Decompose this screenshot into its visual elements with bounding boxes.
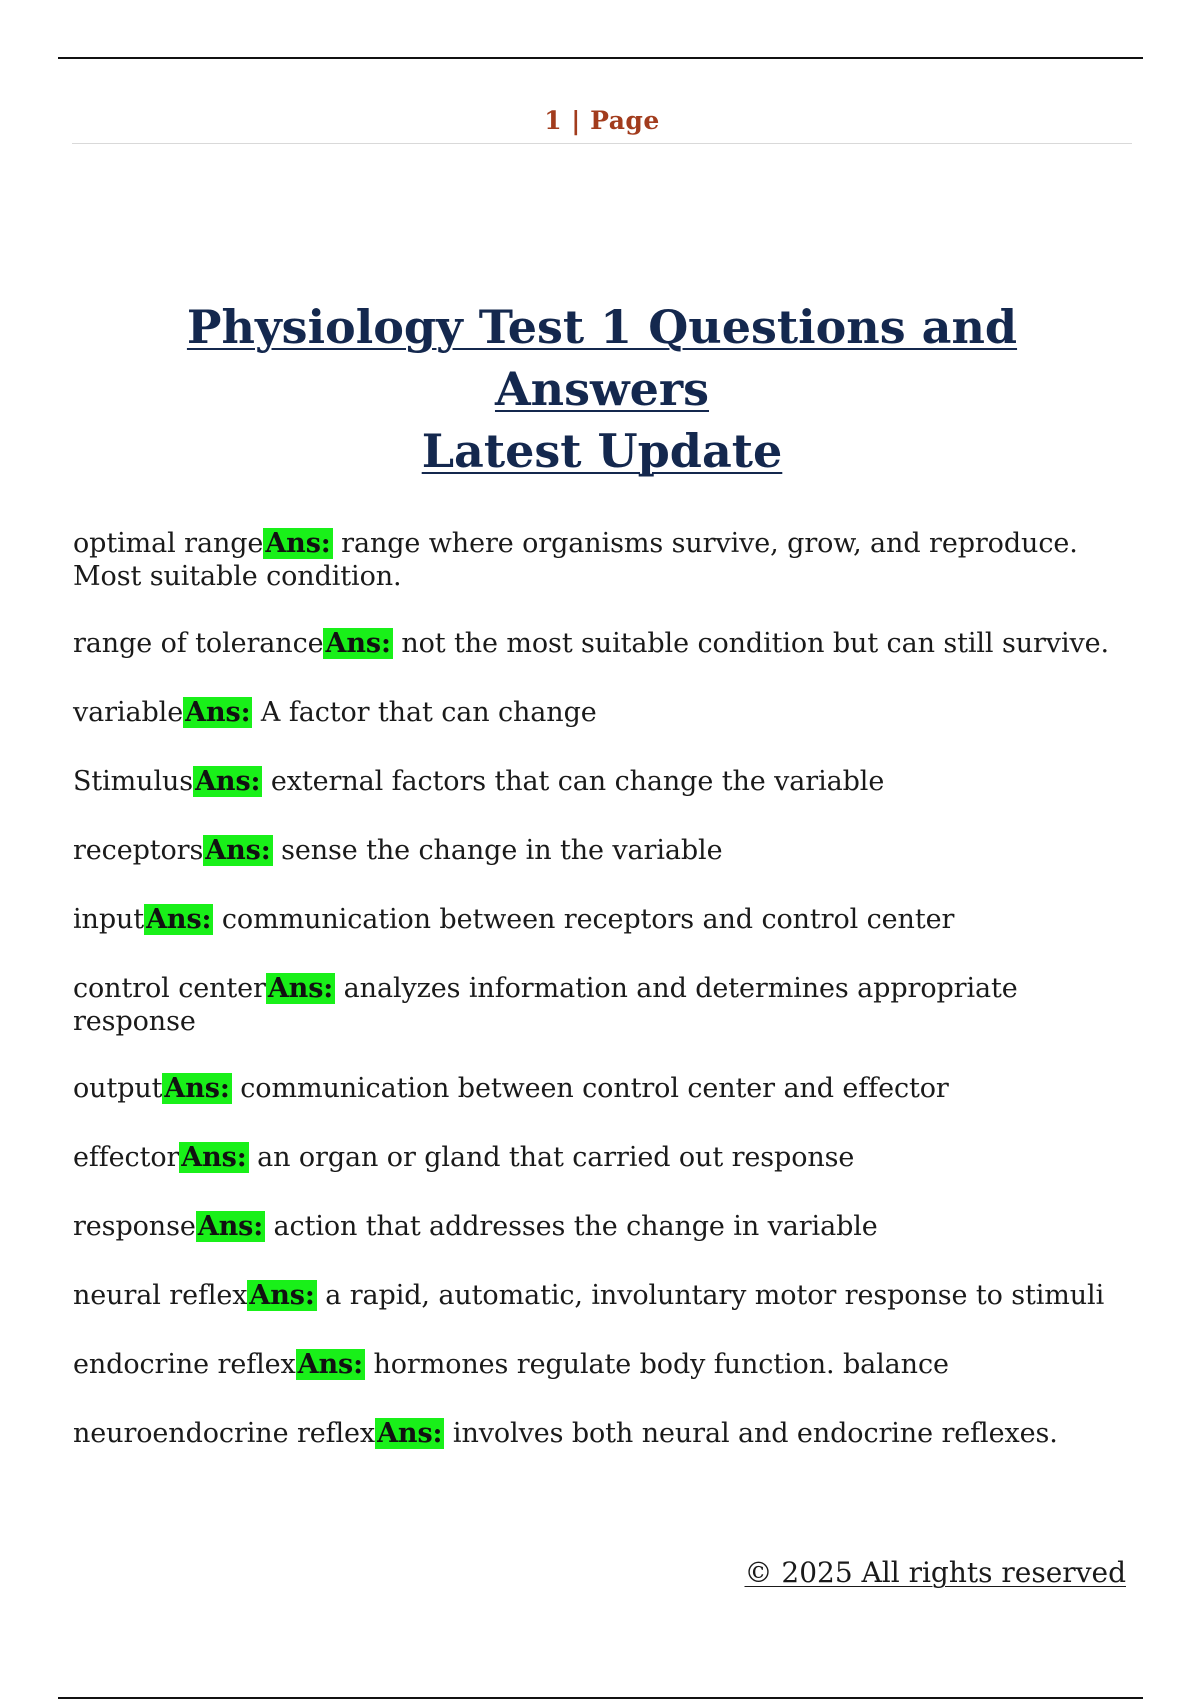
ans-label: Ans: <box>185 697 251 728</box>
header-divider <box>72 143 1132 144</box>
entry-answer: range where organisms survive, grow, and reproduce. Most suitable condition. <box>73 528 1078 592</box>
page-number-header: 1 | Page <box>544 106 660 135</box>
entry-term: Stimulus <box>73 766 194 797</box>
entry-answer: not the most suitable condition but can still survive. <box>392 628 1110 659</box>
entry-answer: an organ or gland that carried out response <box>248 1142 855 1173</box>
qa-list <box>73 527 1143 1486</box>
copyright-notice: © 2025 All rights reserved <box>744 1556 1126 1589</box>
qa-entry <box>73 527 1143 593</box>
entry-term: effector <box>73 1142 180 1173</box>
qa-entry <box>73 1348 1143 1381</box>
entry-term: optimal range <box>73 528 264 559</box>
entry-answer: sense the change in the variable <box>272 835 723 866</box>
entry-term: neuroendocrine reflex <box>73 1418 376 1449</box>
entry-answer: action that addresses the change in variable <box>265 1211 878 1242</box>
entry-answer: external factors that can change the variable <box>262 766 885 797</box>
document-title <box>72 296 1132 482</box>
ans-label: Ans: <box>325 628 391 659</box>
qa-entry <box>73 972 1143 1038</box>
ans-label: Ans: <box>267 973 334 1004</box>
entry-term: range of tolerance <box>73 628 324 659</box>
ans-label: Ans: <box>197 1211 264 1242</box>
qa-entry <box>73 696 1143 729</box>
entry-term: variable <box>73 697 184 728</box>
top-rule <box>58 57 1143 59</box>
entry-term: response <box>73 1211 196 1242</box>
ans-label: Ans: <box>377 1418 443 1449</box>
qa-entry <box>73 1279 1143 1312</box>
entry-answer: A factor that can change <box>252 697 597 728</box>
entry-answer: involves both neural and endocrine reflexes. <box>444 1418 1058 1449</box>
qa-entry <box>73 1417 1143 1450</box>
qa-entry <box>73 834 1143 867</box>
qa-entry <box>73 765 1143 798</box>
entry-answer: hormones regulate body function. balance <box>365 1349 949 1380</box>
qa-entry <box>73 1210 1143 1243</box>
ans-label: Ans: <box>164 1073 230 1104</box>
entry-term: receptors <box>73 835 204 866</box>
title-line-2: Latest Update <box>421 424 783 478</box>
qa-entry <box>73 627 1143 660</box>
qa-entry <box>73 903 1143 936</box>
ans-label: Ans: <box>205 835 271 866</box>
qa-entry <box>73 1072 1143 1105</box>
ans-label: Ans: <box>181 1142 247 1173</box>
entry-term: endocrine reflex <box>73 1349 296 1380</box>
ans-label: Ans: <box>249 1280 315 1311</box>
entry-answer: a rapid, automatic, involuntary motor response to stimuli <box>316 1280 1105 1311</box>
ans-label: Ans: <box>265 528 331 559</box>
bottom-rule <box>58 1697 1143 1699</box>
entry-term: output <box>73 1073 163 1104</box>
ans-label: Ans: <box>195 766 261 797</box>
entry-answer: communication between receptors and control center <box>213 904 955 935</box>
entry-term: input <box>73 904 145 935</box>
entry-answer: communication between control center and effector <box>231 1073 949 1104</box>
ans-label: Ans: <box>297 1349 363 1380</box>
ans-label: Ans: <box>146 904 212 935</box>
qa-entry <box>73 1141 1143 1174</box>
title-line-1: Physiology Test 1 Questions and Answers <box>186 300 1018 416</box>
entry-term: neural reflex <box>73 1280 248 1311</box>
entry-answer: analyzes information and determines appropriate response <box>73 973 1018 1037</box>
entry-term: control center <box>73 973 266 1004</box>
